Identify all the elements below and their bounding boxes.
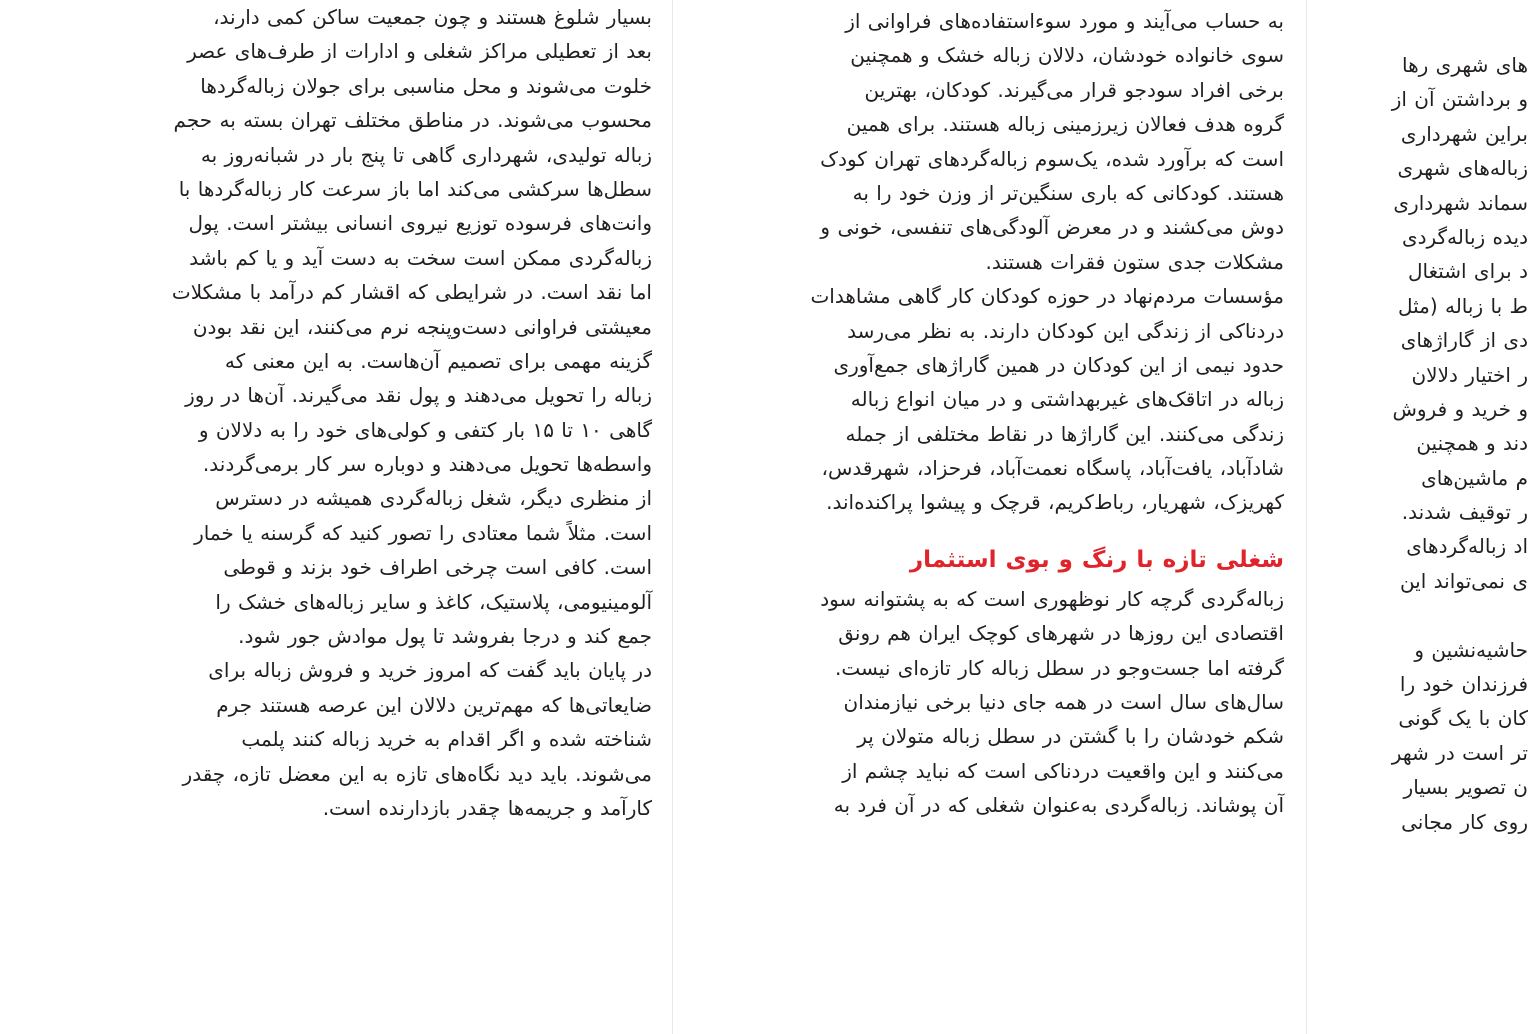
column-divider-right bbox=[1306, 0, 1307, 1034]
text-line: زباله‌گردی گرچه کار نوظهوری است که به پشتوانه سود bbox=[820, 586, 1284, 611]
text-line: به حساب می‌آیند و مورد سوءاستفاده‌های فراوانی از bbox=[845, 9, 1284, 33]
text-line: در پایان باید گفت که امروز خرید و فروش زباله برای bbox=[208, 658, 652, 683]
text-line: گرفته اما جست‌وجو در سطل زباله کار تازه‌ای نیست. bbox=[834, 655, 1284, 680]
text-line: زباله در اتاقک‌های غیربهداشتی و در میان انواع زباله bbox=[850, 387, 1284, 412]
text-line: ن تصویر بسیار bbox=[1403, 775, 1528, 800]
text-line: ر اختیار دلالان bbox=[1411, 362, 1528, 387]
text-line: روی کار مجانی bbox=[1401, 809, 1528, 834]
text-line: م ماشین‌های bbox=[1421, 465, 1528, 490]
text-line: سوی خانواده خودشان، دلالان زباله خشک و همچنین bbox=[850, 43, 1284, 68]
text-line: خلوت می‌شوند و محل مناسبی برای جولان زباله‌گردها bbox=[200, 73, 652, 98]
text-line: سطل‌ها سرکشی می‌کند اما باز سرعت کار زباله‌گردها با bbox=[178, 176, 652, 201]
text-line: های شهری رها bbox=[1402, 53, 1528, 77]
article-column-middle bbox=[694, 4, 1284, 1034]
column-left-text bbox=[62, 0, 652, 825]
paragraph-gap bbox=[1328, 598, 1528, 632]
text-line: اقتصادی این روزها در شهرهای کوچک ایران هم رونق bbox=[838, 621, 1284, 646]
text-line: ضایعاتی‌ها که مهم‌ترین دلالان این عرصه هستند جرم bbox=[216, 692, 652, 717]
text-line: دوش می‌کشند و در معرض آلودگی‌های تنفسی، خونی و bbox=[820, 215, 1284, 240]
text-line: سماند شهرداری bbox=[1393, 190, 1528, 215]
text-line: حدود نیمی از این کودکان در همین گاراژهای جمع‌آوری bbox=[833, 352, 1284, 377]
text-line: وانت‌های فرسوده توزیع نیروی انسانی بیشتر است. پول bbox=[188, 211, 652, 236]
text-line: شادآباد، یافت‌آباد، پاسگاه نعمت‌آباد، فرحزاد، شهرقدس، bbox=[821, 456, 1284, 481]
text-line: است. کافی است چرخی اطراف خود بزند و قوطی bbox=[223, 555, 652, 580]
text-line: شکم خودشان را با گشتن در سطل زباله متولان پر bbox=[857, 724, 1284, 749]
text-line: ط با زباله (مثل bbox=[1397, 293, 1528, 318]
text-line: بسیار شلوغ هستند و چون جمعیت ساکن کمی دارند، bbox=[213, 5, 652, 29]
text-line: معیشتی فراوانی دست‌وپنجه نرم می‌کنند، این نقد بودن bbox=[192, 314, 652, 339]
article-column-left bbox=[62, 0, 652, 1034]
text-line: زباله‌گردی ممکن است سخت به دست آید و یا کم باشد bbox=[189, 245, 652, 270]
text-line: از منظری دیگر، شغل زباله‌گردی همیشه در دسترس bbox=[215, 486, 652, 511]
text-line: می‌کنند و این واقعیت دردناکی است که نباید چشم از bbox=[842, 758, 1284, 783]
column-middle-bottom-text bbox=[694, 582, 1284, 823]
text-line: و برداشتن آن از bbox=[1391, 87, 1528, 112]
text-line: برخی افراد سودجو قرار می‌گیرند. کودکان، بهترین bbox=[864, 77, 1284, 102]
column-middle-top-text bbox=[694, 4, 1284, 520]
column-divider-left bbox=[672, 0, 673, 1034]
text-line: گروه هدف فعالان زیرزمینی زباله هستند. برای همین bbox=[846, 112, 1284, 137]
text-line: دیده زباله‌گردی bbox=[1401, 224, 1528, 249]
text-line: کهریزک، شهریار، رباط‌کریم، قرچک و پیشوا پراکنده‌اند. bbox=[826, 490, 1284, 515]
text-line: می‌شوند. باید دید نگاه‌های تازه به این معضل تازه، چقدر bbox=[182, 761, 652, 786]
column-right-top-text bbox=[1328, 48, 1528, 598]
text-line: حاشیه‌نشین و bbox=[1414, 637, 1528, 662]
text-line: جمع کند و درجا بفروشد تا پول موادش جور شود. bbox=[238, 624, 652, 649]
text-line: بعد از تعطیلی مراکز شغلی و ادارات از طرف‌های عصر bbox=[187, 39, 652, 64]
text-line: هستند. کودکانی که باری سنگین‌تر از وزن خود را به bbox=[852, 180, 1284, 205]
text-line: مؤسسات مردم‌نهاد در حوزه کودکان کار گاهی مشاهدات bbox=[810, 284, 1284, 309]
text-line: دی از گاراژهای bbox=[1400, 328, 1528, 353]
text-line: کارآمد و جریمه‌ها چقدر بازدارنده است. bbox=[322, 795, 652, 820]
text-line: اما نقد است. در شرایطی که اقشار کم درآمد با مشکلات bbox=[171, 280, 652, 305]
text-line: آلومینیومی، پلاستیک، کاغذ و سایر زباله‌های خشک را bbox=[215, 589, 652, 614]
text-line: تر است در شهر bbox=[1391, 740, 1528, 765]
text-line: ر توقیف شدند. bbox=[1401, 500, 1528, 525]
text-line: واسطه‌ها تحویل می‌دهند و دوباره سر کار برمی‌گردند. bbox=[202, 452, 652, 477]
text-line: مشکلات جدی ستون فقرات هستند. bbox=[985, 249, 1284, 274]
text-line: محسوب می‌شوند. در مناطق مختلف تهران بسته به حجم bbox=[173, 108, 652, 133]
section-heading: شغلی تازه با رنگ و بوی استثمار bbox=[909, 546, 1284, 573]
text-line: زندگی می‌کنند. این گاراژها در نقاط مختلفی از جمله bbox=[845, 421, 1284, 446]
text-line: است که برآورد شده، یک‌سوم زباله‌گردهای تهران کودک bbox=[820, 146, 1284, 171]
text-line: گاهی ۱۰ تا ۱۵ بار کتفی و کولی‌های خود را به دلالان و bbox=[198, 417, 652, 442]
text-line: کان با یک گونی bbox=[1398, 706, 1528, 731]
text-line: دند و همچنین bbox=[1416, 431, 1528, 456]
text-line: آن پوشاند. زباله‌گردی به‌عنوان شغلی که در آن فرد به bbox=[833, 793, 1284, 818]
text-line: زباله را تحویل می‌دهند و پول نقد می‌گیرند. آن‌ها در روز bbox=[185, 383, 652, 408]
column-right-bottom-text bbox=[1328, 633, 1528, 839]
text-line: براین شهرداری bbox=[1400, 121, 1528, 146]
text-line: اد زباله‌گردهای bbox=[1406, 534, 1528, 559]
text-line: و خرید و فروش bbox=[1392, 396, 1528, 421]
text-line: فرزندان خود را bbox=[1399, 672, 1528, 697]
text-line: زباله‌های شهری bbox=[1397, 156, 1528, 181]
text-line: زباله تولیدی، شهرداری گاهی تا پنج بار در شبانه‌روز به bbox=[200, 142, 652, 167]
article-column-right bbox=[1328, 48, 1528, 1034]
text-line: است. مثلاً شما معتادی را تصور کنید که گرسنه یا خمار bbox=[194, 520, 652, 545]
text-line: گزینه مهمی برای تصمیم آن‌هاست. به این معنی که bbox=[224, 348, 652, 373]
text-line: دردناکی از زندگی این کودکان دارند. به نظر می‌رسد bbox=[847, 318, 1284, 343]
text-line: شناخته شده و اگر اقدام به خرید زباله کنند پلمب bbox=[241, 727, 652, 752]
text-line: ی نمی‌تواند این bbox=[1399, 568, 1528, 593]
text-line: سال‌های سال است در همه جای دنیا برخی نیازمندان bbox=[843, 690, 1284, 715]
text-line: د برای اشتغال bbox=[1407, 259, 1528, 284]
